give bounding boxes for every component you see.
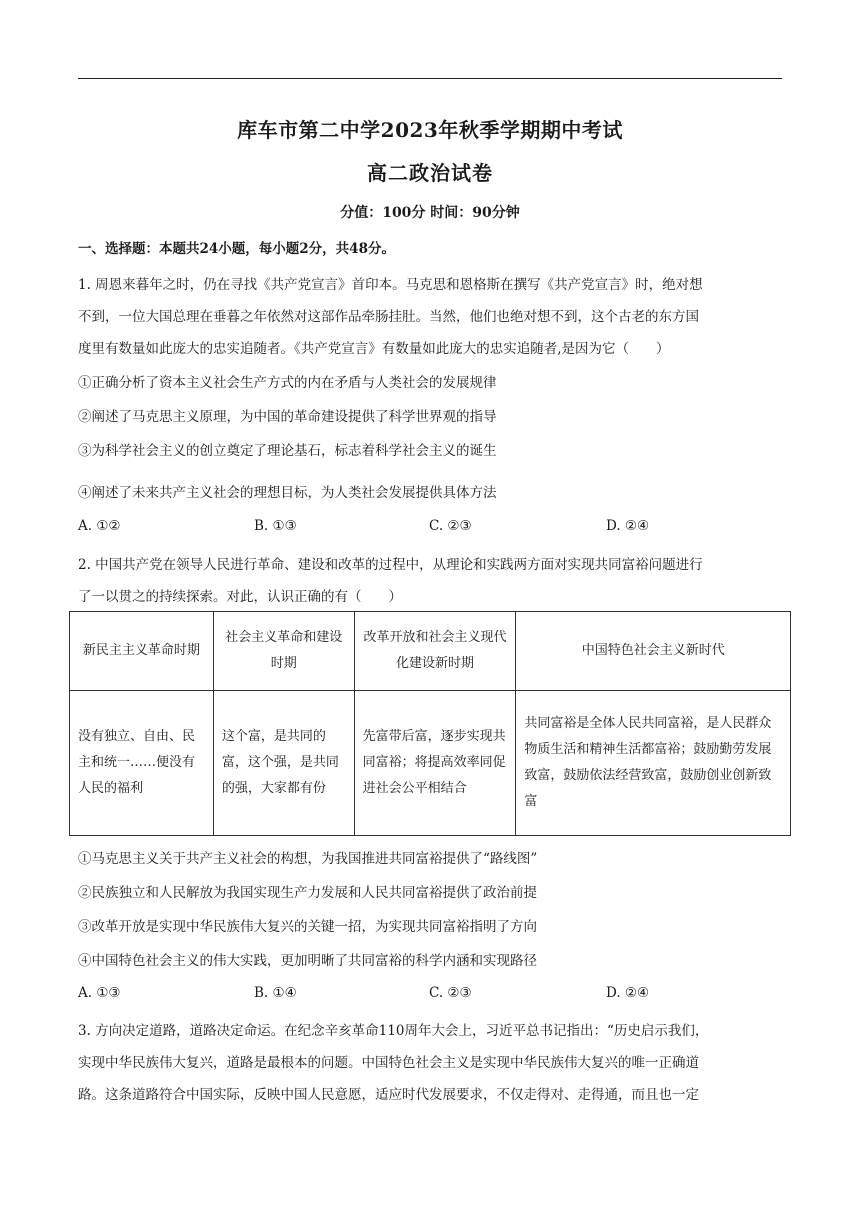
q2-table-cell: 共同富裕是全体人民共同富裕，是人民群众物质生活和精神生活都富裕；鼓励勤劳发展致富，鼓励依法经营致富，鼓励创业创新致富	[516, 691, 791, 836]
q2-table-cell: 这个富，是共同的富，这个强，是共同的强，大家都有份	[213, 691, 354, 836]
q2-table-header-cell: 新民主主义革命时期	[70, 612, 214, 691]
q2-table-header-cell: 社会主义革命和建设时期	[213, 612, 354, 691]
q2-option-a[interactable]: A. ①③	[78, 985, 121, 1001]
q1-option-b[interactable]: B. ①③	[254, 518, 297, 534]
q3-stem-line: 路。这条道路符合中国实际，反映中国人民意愿，适应时代发展要求，不仅走得对、走得通，而且也一定	[78, 1087, 699, 1103]
q1-options	[78, 518, 790, 538]
q2-stem-line: 了一以贯之的持续探索。对此，认识正确的有（ ）	[78, 589, 402, 605]
header-rule	[78, 78, 782, 79]
q1-statement: ④阐述了未来共产主义社会的理想目标，为人类社会发展提供具体方法	[78, 485, 497, 501]
q2-table-row	[70, 691, 791, 836]
section-heading: 一、选择题：本题共24小题，每小题2分，共48分。	[78, 241, 395, 257]
q1-stem-line: 1. 周恩来暮年之时，仍在寻找《共产党宣言》首印本。马克思和恩格斯在撰写《共产党宣言》时，绝对想	[78, 277, 703, 293]
q2-option-d[interactable]: D. ②④	[606, 985, 650, 1001]
q2-statement: ④中国特色社会主义的伟大实践，更加明晰了共同富裕的科学内涵和实现路径	[78, 953, 537, 969]
q2-stem-line: 2. 中国共产党在领导人民进行革命、建设和改革的过程中，从理论和实践两方面对实现共同富裕问题进行	[78, 557, 703, 573]
q2-table-header-row	[70, 612, 791, 691]
q2-table	[69, 611, 791, 836]
q3-stem-line: 3. 方向决定道路，道路决定命运。在纪念辛亥革命110周年大会上，习近平总书记指出：“历史启示我们，	[78, 1023, 709, 1039]
q1-statement: ②阐述了马克思主义原理，为中国的革命建设提供了科学世界观的指导	[78, 409, 497, 425]
q2-option-c[interactable]: C. ②③	[429, 985, 472, 1001]
q1-option-d[interactable]: D. ②④	[606, 518, 650, 534]
q1-option-c[interactable]: C. ②③	[429, 518, 472, 534]
q2-option-b[interactable]: B. ①④	[254, 985, 297, 1001]
q2-options	[78, 985, 790, 1005]
q2-table-cell: 先富带后富，逐步实现共同富裕；将提高效率同促进社会公平相结合	[354, 691, 516, 836]
q2-table-cell: 没有独立、自由、民主和统一……便没有人民的福利	[70, 691, 214, 836]
q1-option-a[interactable]: A. ①②	[78, 518, 121, 534]
exam-subtitle: 高二政治试卷	[367, 161, 493, 185]
q1-statement: ③为科学社会主义的创立奠定了理论基石，标志着科学社会主义的诞生	[78, 443, 497, 459]
q3-stem-line: 实现中华民族伟大复兴，道路是最根本的问题。中国特色社会主义是实现中华民族伟大复兴的唯一正确道	[78, 1055, 699, 1071]
q1-stem-line: 不到，一位大国总理在垂暮之年依然对这部作品牵肠挂肚。当然，他们也绝对想不到，这个古老的东方国	[78, 309, 699, 325]
q2-statement: ②民族独立和人民解放为我国实现生产力发展和人民共同富裕提供了政治前提	[78, 885, 537, 901]
q1-stem-line: 度里有数量如此庞大的忠实追随者。《共产党宣言》有数量如此庞大的忠实追随者,是因为它（ ）	[78, 341, 670, 357]
exam-meta: 分值：100分 时间：90分钟	[340, 205, 520, 221]
q2-table-header-cell: 中国特色社会主义新时代	[516, 612, 791, 691]
q2-statement: ①马克思主义关于共产主义社会的构想，为我国推进共同富裕提供了“路线图”	[78, 851, 538, 867]
q2-statement: ③改革开放是实现中华民族伟大复兴的关键一招，为实现共同富裕指明了方向	[78, 919, 537, 935]
exam-title: 库车市第二中学2023年秋季学期期中考试	[237, 118, 623, 142]
q2-table-header-cell: 改革开放和社会主义现代化建设新时期	[354, 612, 516, 691]
q1-statement: ①正确分析了资本主义社会生产方式的内在矛盾与人类社会的发展规律	[78, 375, 497, 391]
